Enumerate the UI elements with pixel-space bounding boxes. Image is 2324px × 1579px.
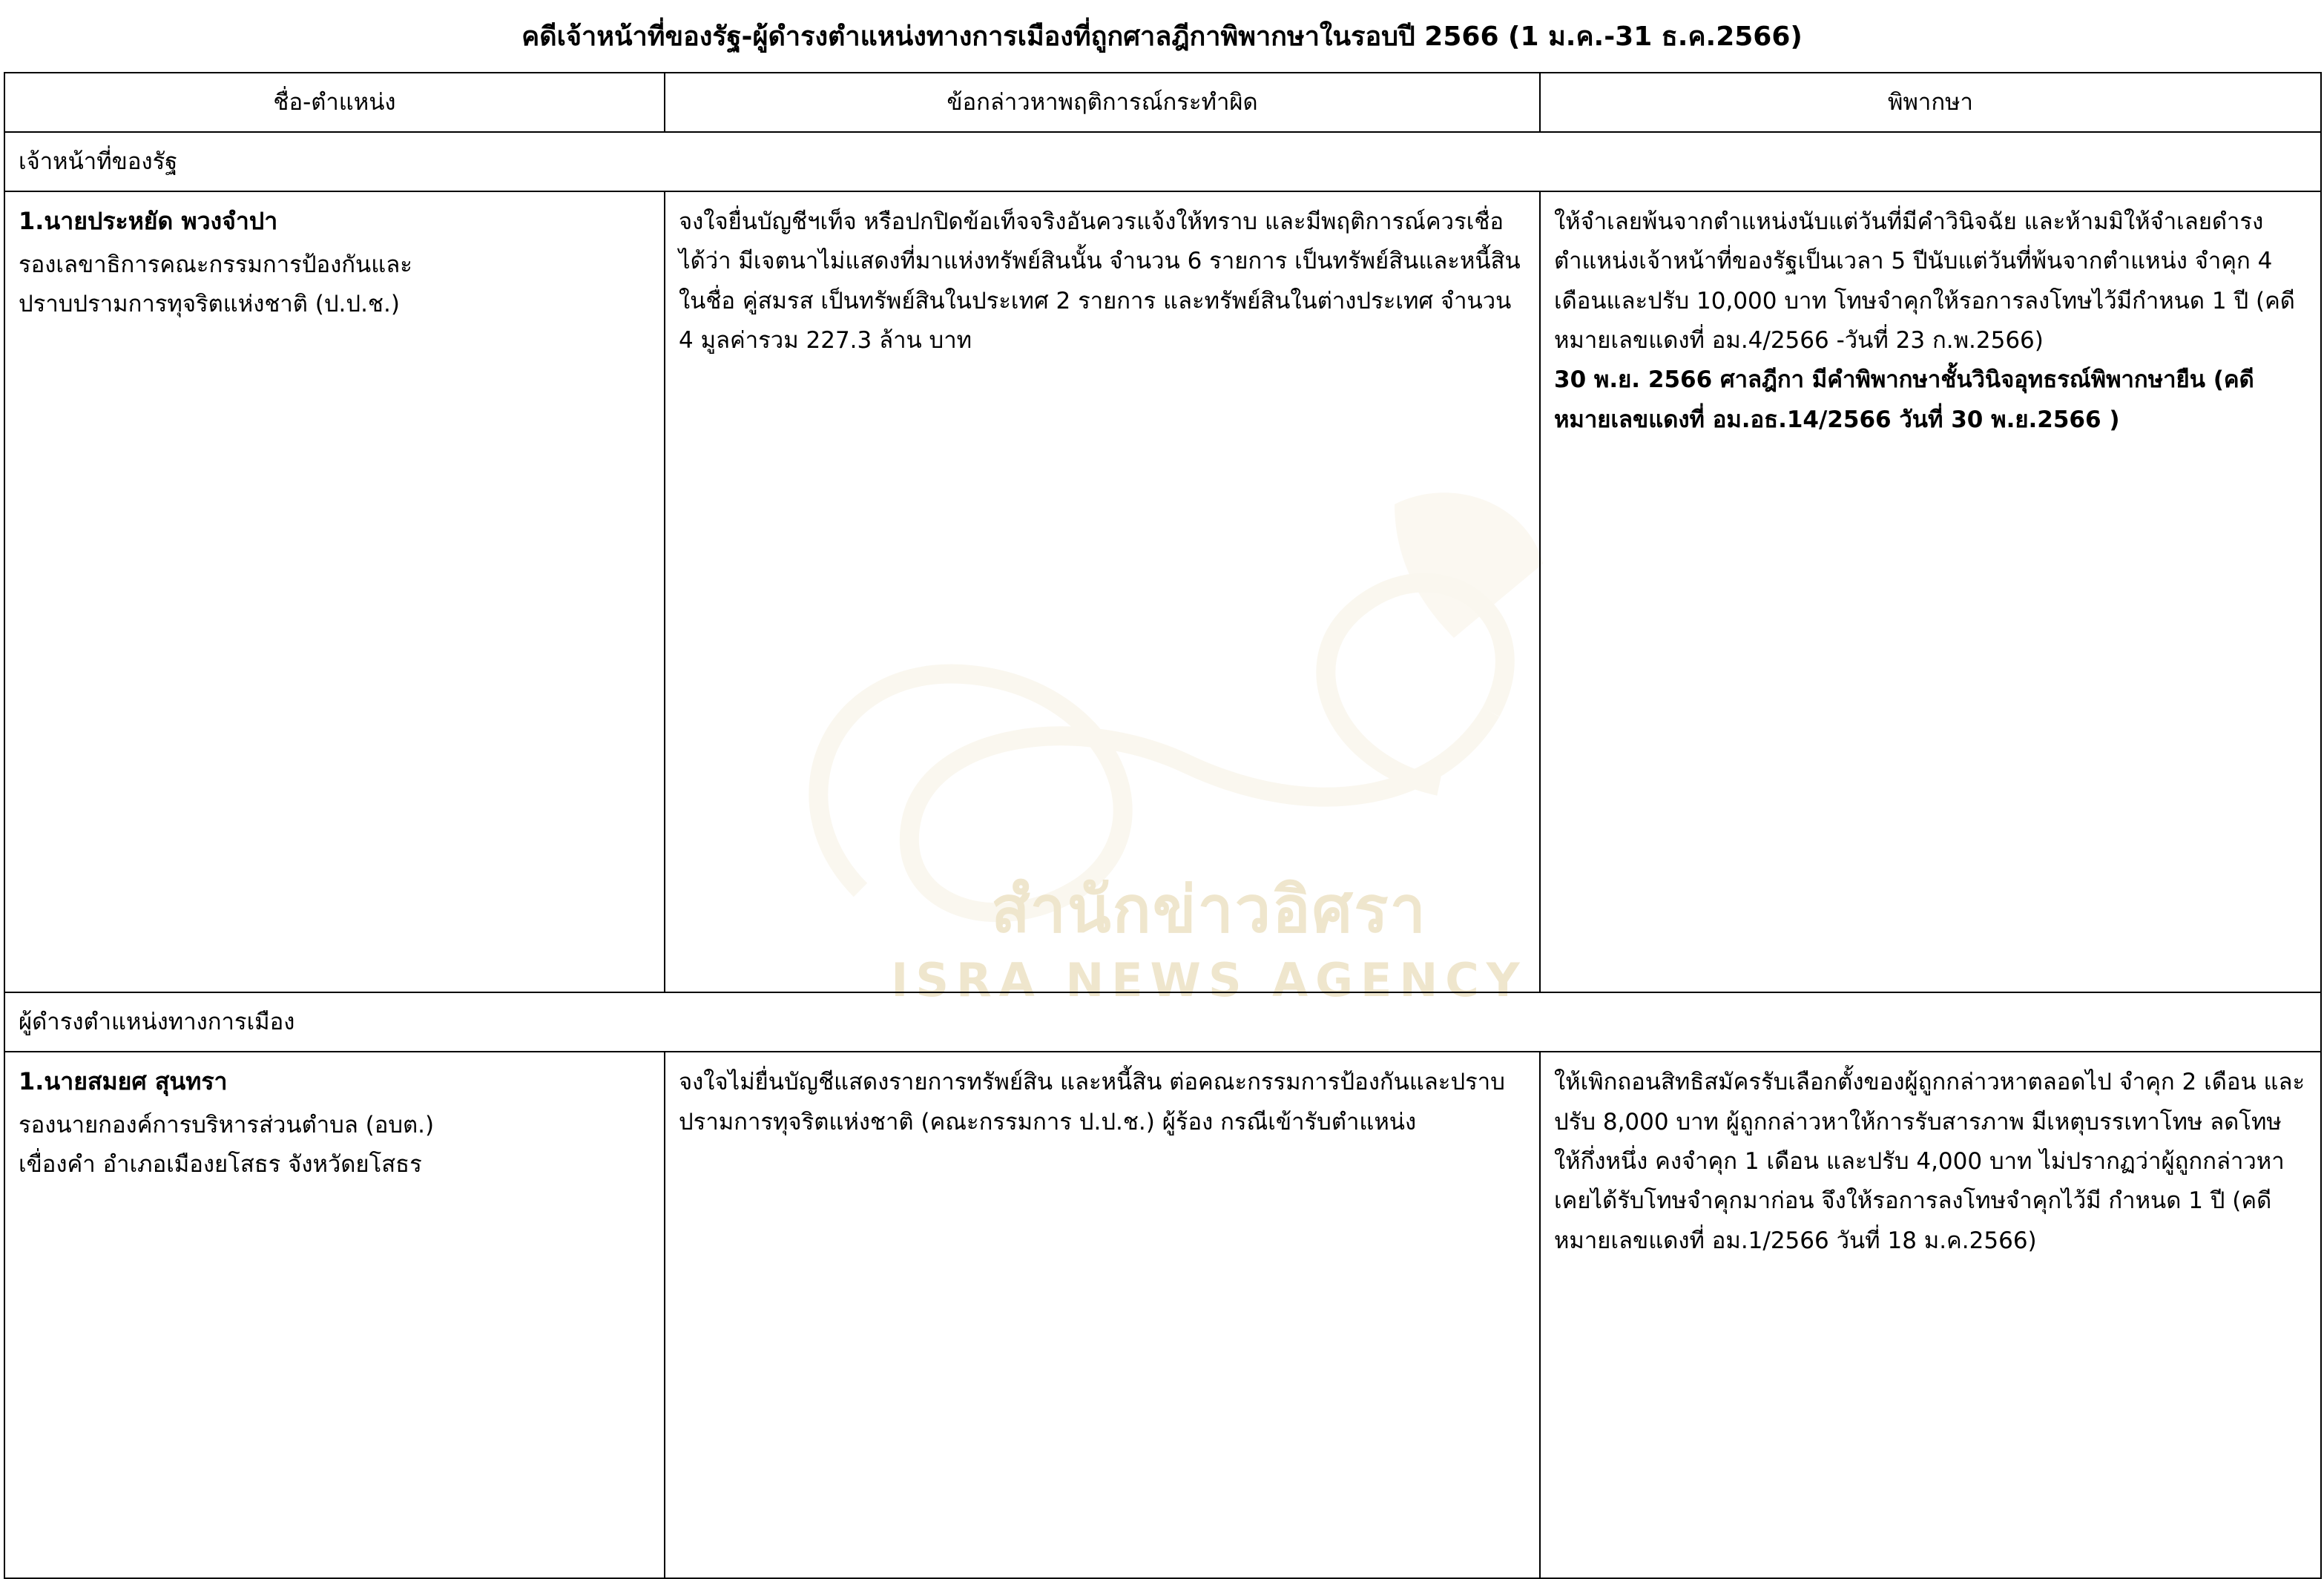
table-row — [4, 191, 2321, 992]
person-position-line2: ปราบปรามการทุจริตแห่งชาติ (ป.ป.ช.) — [19, 291, 400, 318]
verdict-text: ให้เพิกถอนสิทธิสมัครรับเลือกตั้งของผู้ถูกกล่าวหาตลอดไป จำคุก 2 เดือน และปรับ 8,000 บาท ผู้ถูกกล่าวหาให้การรับสารภาพ มีเหตุบรรเทาโทษ ลดโทษให้กึ่งหนึ่ง คงจำคุก 1 เดือน และปรับ 4,000 บาท ไม่ปรากฏว่าผู้ถูกกล่าวหาเคยได้รับโทษจำคุกมาก่อน จึงให้รอการลงโทษจำคุกไว้มี กำหนด 1 ปี (คดีหมายเลขแดงที่ อม.1/2566 วันที่ 18 ม.ค.2566) — [1554, 1069, 2305, 1254]
page-title: คดีเจ้าหน้าที่ของรัฐ-ผู้ดำรงตำแหน่งทางการเมืองที่ถูกศาลฎีกาพิพากษาในรอบปี 2566 (1 ม.ค.-31 ธ.ค.2566) — [521, 22, 1803, 52]
section-header-row — [4, 992, 2321, 1052]
section-header-row — [4, 132, 2321, 191]
section-label-politicians: ผู้ดำรงตำแหน่งทางการเมือง — [4, 992, 2321, 1052]
person-name: 1.นายประหยัด พวงจำปา — [19, 207, 278, 236]
section-label-state-officials: เจ้าหน้าที่ของรัฐ — [4, 132, 2321, 191]
cell-name-position — [4, 1052, 665, 1578]
verdict-appeal-text: 30 พ.ย. 2566 ศาลฎีกา มีคำพิพากษาชั้นวินิจอุทธรณ์พิพากษายืน (คดีหมายเลขแดงที่ อม.อธ.14/2566 วันที่ 30 พ.ย.2566 ) — [1554, 366, 2254, 433]
person-position-line1: รองเลขาธิการคณะกรรมการป้องกันและ — [19, 251, 412, 278]
cell-accusation — [665, 191, 1540, 992]
person-position-line2: เขื่องคำ อำเภอเมืองยโสธร จังหวัดยโสธร — [19, 1151, 422, 1179]
cell-accusation — [665, 1052, 1540, 1578]
person-name: 1.นายสมยศ สุนทรา — [19, 1067, 228, 1096]
watermark-text-th: สำนักข่าวอิศรา — [991, 873, 1427, 947]
accusation-text: จงใจไม่ยื่นบัญชีแสดงรายการทรัพย์สิน และหนี้สิน ต่อคณะกรรมการป้องกันและปราบปรามการทุจริตแห่งชาติ (คณะกรรมการ ป.ป.ช.) ผู้ร้อง กรณีเข้ารับตำแหน่ง — [679, 1069, 1505, 1135]
accusation-text: จงใจยื่นบัญชีฯเท็จ หรือปกปิดข้อเท็จจริงอันควรแจ้งให้ทราบ และมีพฤติการณ์ควรเชื่อได้ว่า มีเจตนาไม่แสดงที่มาแห่งทรัพย์สินนั้น จำนวน 6 รายการ เป็นทรัพย์สินและหนี้สินในชื่อ คู่สมรส เป็นทรัพย์สินในประเทศ 2 รายการ และทรัพย์สินในต่างประเทศ จำนวน 4 มูลค่ารวม 227.3 ล้าน บาท — [679, 208, 1521, 354]
table-header-row — [4, 73, 2321, 132]
cases-table — [4, 72, 2322, 1579]
table-row — [4, 1052, 2321, 1578]
column-header-accusation: ข้อกล่าวหาพฤติการณ์กระทำผิด — [665, 73, 1540, 132]
verdict-text: ให้จำเลยพ้นจากตำแหน่งนับแต่วันที่มีคำวินิจฉัย และห้ามมิให้จำเลยดำรงตำแหน่งเจ้าหน้าที่ของรัฐเป็นเวลา 5 ปีนับแต่วันที่พ้นจากตำแหน่ง จำคุก 4 เดือนและปรับ 10,000 บาท โทษจำคุกให้รอการลงโทษไว้มีกำหนด 1 ปี (คดีหมายเลขแดงที่ อม.4/2566 -วันที่ 23 ก.พ.2566) — [1554, 208, 2295, 354]
column-header-verdict: พิพากษา — [1540, 73, 2321, 132]
cell-name-position — [4, 191, 665, 992]
cell-verdict — [1540, 1052, 2321, 1578]
person-position-line1: รองนายกองค์การบริหารส่วนตำบล (อบต.) — [19, 1112, 435, 1139]
cell-verdict — [1540, 191, 2321, 992]
column-header-name-position: ชื่อ-ตำแหน่ง — [4, 73, 665, 132]
watermark-text-en: ISRA NEWS AGENCY — [891, 953, 1527, 1007]
